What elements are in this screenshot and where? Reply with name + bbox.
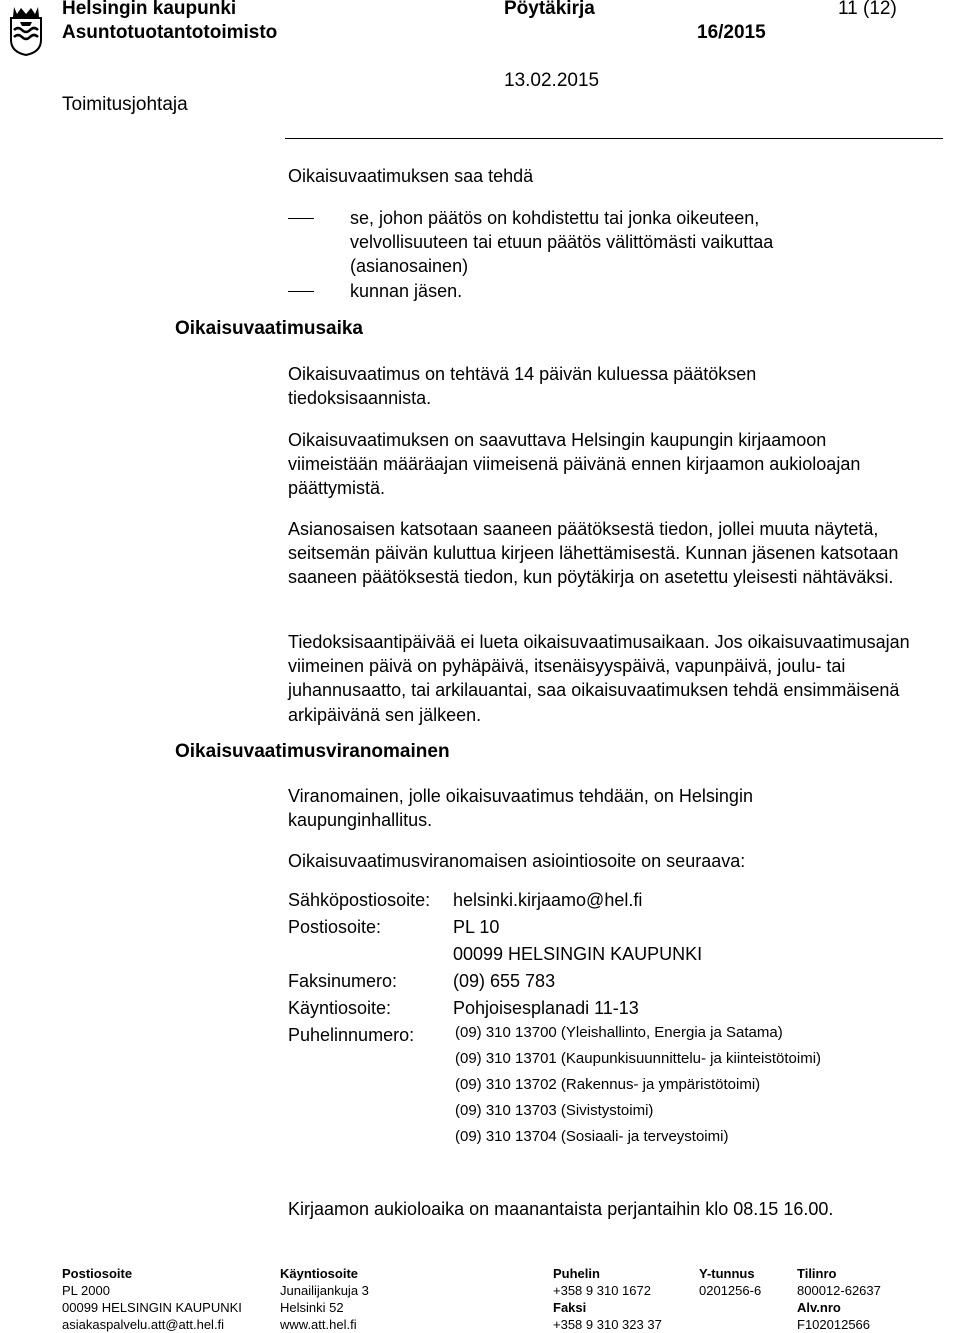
role-title: Toimitusjohtaja <box>62 94 188 115</box>
footer-line: 800012-62637 <box>797 1283 881 1298</box>
email-label: Sähköpostiosoite: <box>288 890 431 910</box>
postal-label: Postiosoite: <box>288 917 382 937</box>
footer-line: Junailijankuja 3 <box>280 1283 369 1298</box>
footer-line: +358 9 310 323 37 <box>553 1317 662 1332</box>
footer-business-id <box>699 1265 761 1299</box>
list-item <box>288 279 933 303</box>
fax-label: Faksinumero: <box>288 971 398 991</box>
phone-number: (09) 310 13703 (Sivistystoimi) <box>455 1102 654 1119</box>
footer-line: 00099 HELSINGIN KAUPUNKI <box>62 1300 242 1315</box>
section-heading-time: Oikaisuvaatimusaika <box>175 318 363 339</box>
footer-account <box>797 1265 881 1333</box>
list-item <box>288 206 933 280</box>
document-number: 16/2015 <box>697 22 766 43</box>
footer-postal <box>62 1265 242 1333</box>
footer-heading: Tilinro <box>797 1266 837 1281</box>
paragraph: Viranomainen, jolle oikaisuvaatimus tehdään, on Helsingin kaupunginhallitus. <box>288 786 753 831</box>
footer-visit <box>280 1265 369 1333</box>
paragraph: Oikaisuvaatimusviranomaisen asiointiosoite on seuraava: <box>288 851 746 871</box>
postal-line2: 00099 HELSINGIN KAUPUNKI <box>453 944 703 964</box>
footer-heading: Puhelin <box>553 1266 600 1281</box>
helsinki-coat-of-arms-logo <box>8 4 44 56</box>
email-value[interactable]: helsinki.kirjaamo@hel.fi <box>453 890 643 910</box>
phone-number: (09) 310 13704 (Sosiaali- ja terveystoimi) <box>455 1128 729 1145</box>
footer-heading: Y-tunnus <box>699 1266 755 1281</box>
footer-line: 0201256-6 <box>699 1283 762 1298</box>
office-hours: Kirjaamon aukioloaika on maanantaista perjantaihin klo 08.15 16.00. <box>288 1199 834 1219</box>
bullet-text: se, johon päätös on kohdistettu tai jonka oikeuteen, velvollisuuteen tai etuun päätös välittömästi vaikuttaa (asianosainen) <box>350 208 774 277</box>
footer-line: Helsinki 52 <box>280 1300 344 1315</box>
phone-number: (09) 310 13701 (Kaupunkisuunnittelu- ja kiinteistötoimi) <box>455 1050 822 1067</box>
footer-phone <box>553 1265 662 1333</box>
dash-bullet <box>288 291 314 292</box>
footer-line: PL 2000 <box>62 1283 110 1298</box>
header-divider <box>285 138 943 139</box>
postal-line1: PL 10 <box>453 917 500 937</box>
paragraph: Tiedoksisaantipäivää ei lueta oikaisuvaatimusaikaan. Jos oikaisuvaatimusajan viimeinen päivä on pyhäpäivä, itsenäisyyspäivä, vapunpäivä, joulu- tai juhannusaatto, tai arkilauantai, saa oikaisuvaatimuksen tehdä ensimmäisenä arkipäivänä sen jälkeen. <box>288 632 910 725</box>
dash-bullet <box>288 218 314 219</box>
paragraph: Asianosaisen katsotaan saaneen päätöksestä tiedon, jollei muuta näytetä, seitsemän päivän kuluttua kirjeen lähettämisestä. Kunnan jäsenen katsotaan saaneen päätöksestä tiedon, kun pöytäkirja on asetettu yleisesti nähtäväksi. <box>288 519 899 588</box>
footer-line: F102012566 <box>797 1317 871 1332</box>
section-heading-authority: Oikaisuvaatimusviranomainen <box>175 741 450 762</box>
phone-number: (09) 310 13700 (Yleishallinto, Energia ja Satama) <box>455 1024 783 1041</box>
footer-heading: Postiosoite <box>62 1266 133 1281</box>
intro-title: Oikaisuvaatimuksen saa tehdä <box>288 166 534 186</box>
document-type: Pöytäkirja <box>504 0 595 19</box>
phone-label: Puhelinnumero: <box>288 1025 415 1045</box>
unit-name: Asuntotuotantotoimisto <box>62 22 278 43</box>
footer-line[interactable]: asiakaspalvelu.att@att.hel.fi <box>62 1317 225 1332</box>
paragraph: Oikaisuvaatimus on tehtävä 14 päivän kuluessa päätöksen tiedoksisaannista. <box>288 364 757 409</box>
fax-value: (09) 655 783 <box>453 971 556 991</box>
page-number: 11 (12) <box>838 0 897 19</box>
footer-line: Alv.nro <box>797 1300 841 1315</box>
paragraph: Oikaisuvaatimuksen on saavuttava Helsingin kaupungin kirjaamoon viimeistään määräajan viimeisenä päivänä ennen kirjaamon aukioloajan päättymistä. <box>288 430 861 499</box>
footer-line[interactable]: www.att.hel.fi <box>280 1317 357 1332</box>
footer-line: Faksi <box>553 1300 587 1315</box>
footer-line: +358 9 310 1672 <box>553 1283 651 1298</box>
bullet-text: kunnan jäsen. <box>350 281 463 301</box>
organization-name: Helsingin kaupunki <box>62 0 237 19</box>
footer-heading: Käyntiosoite <box>280 1266 359 1281</box>
visit-value: Pohjoisesplanadi 11-13 <box>453 998 639 1018</box>
visit-label: Käyntiosoite: <box>288 998 392 1018</box>
document-date: 13.02.2015 <box>504 70 600 91</box>
phone-number: (09) 310 13702 (Rakennus- ja ympäristötoimi) <box>455 1076 761 1093</box>
